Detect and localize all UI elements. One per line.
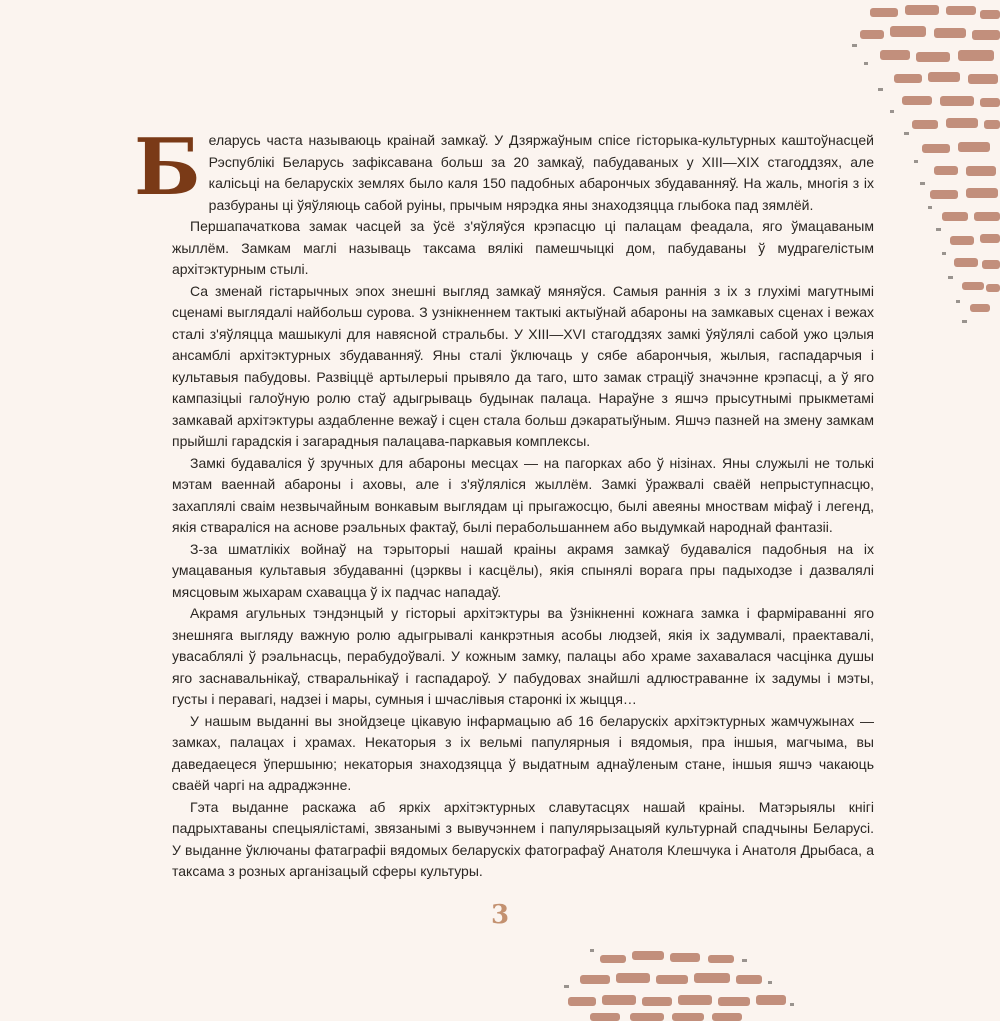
paragraph-2: Першапачаткова замак часцей за ўсё з'яўляўся крэпасцю ці палацам феадала, яго ўмацаваным жыллём. Замкам маглі называць таксама вялікі памешчыцкі дом, пабудаваны ў мудрагелістым архітэктурным стылі.	[172, 218, 874, 277]
paragraph-4: Замкі будаваліся ў зручных для абароны месцах — на пагорках або ў нізінах. Яны служылі не толькі мэтам ваеннай абароны і аховы, але і з'яўляліся жыллём. Замкі ўражвалі сваёй непрыступнасцю, захаплялі сваім незвычайным вонкавым выглядам ці прыгажосцю, былі авеяны мноствам міфаў і легенд, якія ствараліся на аснове рэальных фактаў, былі перабольшаннем або выдумкай народнай фантазіі.	[172, 454, 874, 535]
paragraph-7: У нашым выданні вы знойдзеце цікавую інфармацыю аб 16 беларускіх архітэктурных жамчужынах — замках, палацах і храмах. Некаторыя з іх вельмі папулярныя і вядомыя, пра іншыя, магчыма, вы даведаецеся ўпершыню; некаторыя знаходзяцца ў выдатным аднаўленым стане, іншыя яшчэ чакаюць сваёй чаргі на адраджэнне.	[172, 712, 874, 793]
dropcap-letter: Б	[134, 122, 201, 213]
article-text	[134, 122, 874, 883]
page-number: 3	[490, 900, 510, 930]
paragraph-6: Акрамя агульных тэндэнцый у гісторыі архітэктуры ва ўзнікненні кожнага замка і фарміраванні яго знешняга выгляду важную ролю адыгрывалі канкрэтныя асобы людзей, якія іх задумвалі, праектавалі, увасаблялі ў рэальнасць, перабудоўвалі. У кожным замку, палацы або храме захавалася часцінка душы яго заснавальнікаў, стваральнікаў і гаспадароў. У пабудовах знайшлі адлюстраванне іх задумы і мэты, густы і перавагі, надзеі і мары, сумныя і шчаслівыя старонкі іх жыцця…	[172, 605, 874, 707]
paragraph-8: Гэта выданне раскажа аб яркіх архітэктурных славутасцях нашай краіны. Матэрыялы кнігі падрыхтаваны спецыялістамі, звязанымі з вывучэннем і папулярызацыяй культурнай спадчыны Беларусі. У выданне ўключаны фатаграфіі вядомых беларускіх фатографаў Анатоля Клешчука і Анатоля Дрыбаса, а таксама з розных арганізацый сферы культуры.	[172, 798, 874, 879]
paragraph-1: еларусь часта называюць краінай замкаў. У Дзяржаўным спісе гісторыка-культурных каштоўнасцей Рэспублікі Беларусь зафіксавана больш за 20 замкаў, пабудаваных у XIII—XIX стагоддзях, але калісьці на беларускіх землях было каля 150 падобных абарончых збудаванняў. На жаль, многія з іх разбураны ці ўяўляюць сабой руіны, прычым нярэдка яны знаходзяцца глыбока пад зямлёй.	[208, 132, 874, 213]
paragraph-3: Са зменай гістарычных эпох знешні выгляд замкаў мяняўся. Самыя раннія з іх з глухімі магутнымі сценамі выглядалі найбольш сурова. З узнікненнем тактыкі актыўнай абароны на замкавых сценах і вежах сталі з'яўляцца машыкулі для навясной стральбы. У XIII—XVI стагоддзях замкі ўяўлялі сабой ужо цэлыя ансамблі архітэктурных збудаванняў. Яны сталі ўключаць у сябе абарончыя, жылыя, гаспадарчыя і культавыя пабудовы. Развіццё артылерыі прывяло да таго, што замак страціў значэнне крэпасці, а ў яго кампазіцыі галоўную ролю стаў адыгрываць будынак палаца. Нараўне з яшчэ прысутнымі прыкметамі замкавай архітэктуры аздабленне вежаў і сцен стала больш дэкаратыўным. Яшчэ пазней на змену замкам прыйшлі гарадскія і загарадныя палацава-паркавыя комплексы.	[172, 282, 874, 449]
paragraph-5: З-за шматлікіх войнаў на тэрыторыі нашай краіны акрамя замкаў будаваліся падобныя на іх умацаваныя культавыя збудаванні (цэрквы і касцёлы), якія спынялі ворага пры падыходзе і дазвалялі мясцовым жыхарам схавацца ў іх падчас нападаў.	[172, 540, 874, 600]
brick-wall-decoration-bottom	[560, 945, 800, 1021]
